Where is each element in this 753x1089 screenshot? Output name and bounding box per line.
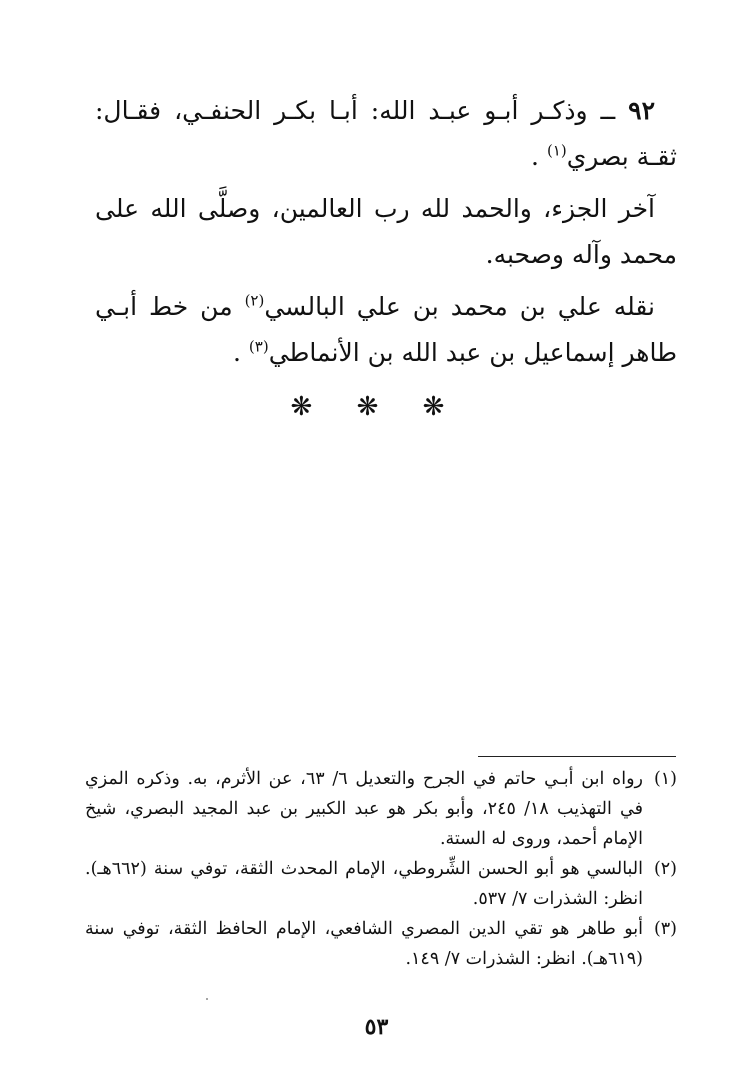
footnote-marker-2: (٢) xyxy=(244,291,265,310)
entry-text: ــ وذكـر أبـو عبـد الله: أبـا بكـر الحنفـي، فقـال: ثقـة بصري xyxy=(95,96,677,171)
footnote-divider xyxy=(478,756,676,757)
footnotes-block xyxy=(85,764,677,974)
main-text-block xyxy=(95,88,677,376)
page-number: ٥٣ xyxy=(364,1014,389,1040)
footnote-1-text: رواه ابن أبـي حاتم في الجرح والتعديل ٦/ ٦٣، عن الأثرم، به. وذكره المزي في التهذيب ١٨/ ٢٤٥، وأبو بكر هو عبد الكبير بن عبد المجيد البصري، شيخ الإمام أحمد، وروى له الستة. xyxy=(85,769,644,849)
footnote-2 xyxy=(85,854,677,914)
scan-speck xyxy=(206,998,208,1000)
entry-period: . xyxy=(531,142,539,171)
closing-paragraph xyxy=(95,186,677,278)
colophon-period: . xyxy=(233,338,241,367)
closing-text: آخر الجزء، والحمد لله رب العالمين، وصلَّى الله على محمد وآله وصحبه. xyxy=(95,194,677,269)
footnote-marker-3: (٣) xyxy=(248,337,269,356)
footnote-marker-1: (١) xyxy=(546,141,567,160)
entry-number: ٩٢ xyxy=(628,96,655,125)
footnote-3-number: (٣) xyxy=(653,919,677,939)
section-separator-asterisms: ❋ ❋ ❋ xyxy=(290,392,463,422)
footnote-3-text: أبو طاهر هو تقي الدين المصري الشافعي، الإمام الحافظ الثقة، توفي سنة (٦١٩هـ). انظر: الشذرات ٧/ ١٤٩. xyxy=(85,919,643,969)
footnote-1 xyxy=(85,764,677,854)
colophon-paragraph xyxy=(95,284,677,376)
colophon-part-1: نقله علي بن محمد بن علي البالسي xyxy=(264,292,655,321)
colophon-part-2: من خط أبـي طاهر إسماعيل بن عبد الله بن الأنماطي xyxy=(95,292,677,367)
entry-92-paragraph xyxy=(95,88,677,180)
footnote-2-number: (٢) xyxy=(653,859,677,879)
footnote-2-text: البالسي هو أبو الحسن الشِّروطي، الإمام المحدث الثقة، توفي سنة (٦٦٢هـ). انظر: الشذرات ٧/ ٥٣٧. xyxy=(85,859,643,909)
footnote-3 xyxy=(85,914,677,974)
footnote-1-number: (١) xyxy=(653,769,677,789)
